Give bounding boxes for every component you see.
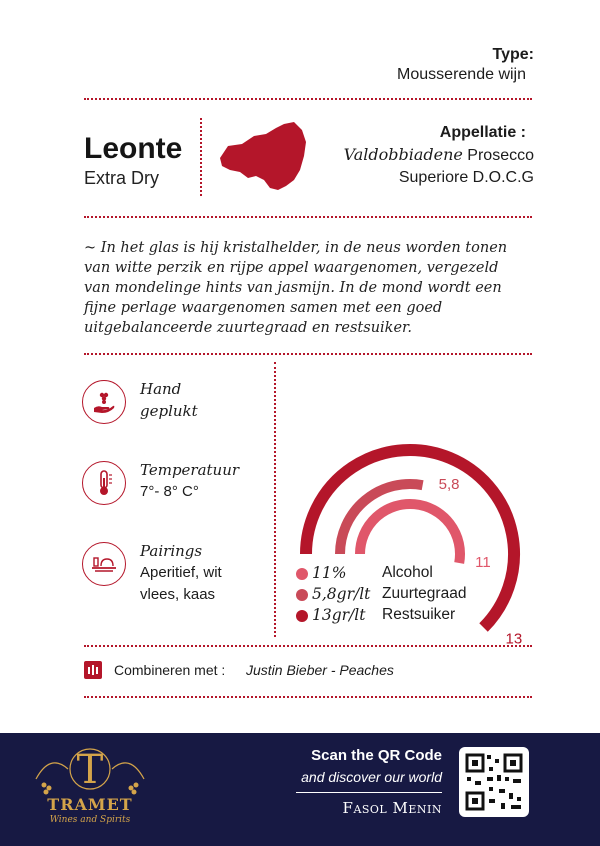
- appellation-line2: Superiore D.O.C.G: [398, 169, 534, 186]
- appellation-label: Appellatie :: [439, 124, 526, 141]
- tramet-logo-icon: [30, 739, 150, 799]
- legend-name: Alcohol: [382, 564, 433, 581]
- type-block: [397, 46, 534, 84]
- wine-name: Leonte: [84, 132, 183, 165]
- region-map-icon: [214, 118, 310, 198]
- feature-pairings: [82, 542, 252, 608]
- arc-zuurtegraad-label: 5,8: [438, 476, 460, 494]
- divider-3: [84, 353, 532, 355]
- legend-name: Zuurtegraad: [382, 585, 467, 602]
- tasting-description: ~ In het glas is hij kristalhelder, in de neus worden tonen van witte perzik en rijpe appel waargenomen, vergezeld van mondelinge hints van jasmijn. In de mond wordt een fijne perlage waargenomen samen met een goed uitgebalanceerde zuurtegraad en restsuiker.: [84, 240, 508, 336]
- divider-4: [84, 645, 532, 647]
- qr-code[interactable]: [459, 747, 529, 817]
- combine-row: [84, 660, 524, 682]
- legend-value: 5,8gr/lt: [312, 585, 371, 603]
- feature-value: geplukt: [140, 402, 198, 420]
- appellation-italic: Valdobbiadene: [343, 145, 463, 164]
- legend-dot: [296, 568, 308, 580]
- legend-row-acidity: [296, 584, 516, 605]
- legend-name: Restsuiker: [382, 606, 456, 623]
- thermometer-icon: [82, 461, 126, 505]
- appellation-line1: [344, 144, 534, 167]
- svg-text:T: T: [76, 747, 104, 793]
- scan-title: Scan the QR Code: [311, 747, 442, 764]
- legend-value: 11%: [312, 564, 347, 582]
- feature-temperature: [82, 461, 252, 521]
- appellation-block: [344, 122, 534, 189]
- legend-value: 13gr/lt: [312, 606, 366, 624]
- logo-name: TRAMET: [47, 795, 133, 814]
- combine-label: Combineren met :: [114, 662, 226, 678]
- feature-handpicked: [82, 380, 252, 440]
- feature-title: Temperatuur: [140, 461, 240, 479]
- serving-tray-icon: [82, 542, 126, 586]
- feature-title: Pairings: [140, 542, 203, 560]
- divider-5: [84, 696, 532, 698]
- divider-vertical-features: [274, 362, 276, 637]
- combine-song: Justin Bieber - Peaches: [246, 662, 394, 678]
- legend-dot: [296, 610, 308, 622]
- divider-vertical-header: [200, 118, 202, 196]
- feature-value: [140, 562, 222, 606]
- chart-legend: [296, 563, 516, 626]
- feature-title: Hand: [140, 380, 182, 398]
- footer: [0, 733, 600, 846]
- divider-2: [84, 216, 532, 218]
- legend-row-sugar: [296, 605, 516, 626]
- wine-subtitle: Extra Dry: [84, 168, 160, 188]
- legend-dot: [296, 589, 308, 601]
- divider-top: [84, 98, 532, 100]
- logo-tagline: Wines and Spirits: [49, 815, 131, 825]
- feature-value-line2: vlees, kaas: [140, 586, 216, 603]
- footer-rule: [296, 792, 442, 793]
- arc-alcohol: [360, 504, 460, 563]
- arc-alcohol-label: 11: [475, 554, 491, 572]
- arc-restsuiker-label: 13: [505, 630, 523, 648]
- type-label: Type:: [492, 46, 534, 63]
- appellation-rest: Prosecco: [462, 147, 534, 164]
- scan-subtitle: and discover our world: [301, 769, 442, 785]
- qr-code-icon: [459, 747, 529, 817]
- music-icon: [84, 661, 102, 679]
- feature-value: 7°- 8° C°: [140, 483, 199, 500]
- type-value: Mousserende wijn: [397, 66, 526, 83]
- producer-name-text: Fasol Menin: [342, 799, 442, 817]
- feature-value-line1: Aperitief, wit: [140, 564, 222, 581]
- producer-name: [343, 799, 442, 817]
- legend-row-alcohol: [296, 563, 516, 584]
- hand-grapes-icon: [82, 380, 126, 424]
